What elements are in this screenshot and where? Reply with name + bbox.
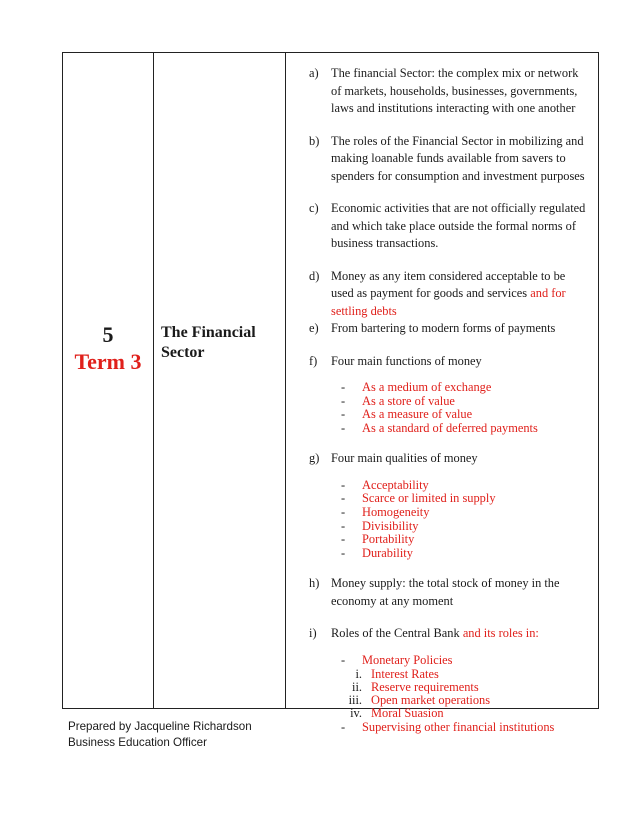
item-text [331,268,591,321]
roman-numeral: ii. [352,679,362,694]
dash-marker: - [341,518,346,533]
roman-item [345,707,591,720]
list-item [309,200,591,253]
bullet-item [341,506,591,520]
item-text-highlight: and its roles in: [462,626,539,641]
footer [68,719,252,750]
column-divider [285,53,286,708]
item-letter: c) [309,201,319,215]
qualities-list [341,479,591,561]
roman-text: Reserve requirements [371,679,479,694]
bullet-item [341,547,591,561]
bullet-text: As a measure of value [362,407,473,422]
roman-text: Interest Rates [371,666,439,681]
roman-numeral: i. [355,666,362,681]
item-letter: d) [309,268,320,283]
item-text: Money supply: the total stock of money in the economy at any moment [331,576,560,608]
roman-numeral: iv. [350,706,362,721]
bullet-item [341,492,591,506]
roman-text: Moral Suasion [371,706,444,721]
item-letter: g) [309,451,320,466]
week-number: 5 [102,322,114,347]
list-item [309,625,591,643]
bullet-text: Scarce or limited in supply [362,491,496,506]
week-cell [63,321,153,375]
bullet-item [341,654,591,668]
roman-numeral: iii. [348,693,362,708]
dash-marker: - [341,491,346,506]
list-item [309,353,591,371]
dash-marker: - [341,545,346,560]
bullet-text: As a medium of exchange [362,380,492,394]
dash-marker: - [341,393,346,408]
item-letter: e) [309,321,319,335]
dash-marker: - [341,380,346,394]
topic-cell: The Financial Sector [161,324,256,361]
item-text-main: Roles of the Central Bank [331,626,460,641]
dash-marker: - [341,719,346,734]
footer-role: Business Education Officer [68,735,207,749]
bullet-item [341,721,591,735]
bullet-text: Portability [362,532,415,547]
dash-marker: - [341,505,346,520]
bullet-item [341,408,591,422]
bullet-text: Acceptability [362,477,429,492]
item-text-main: Money as any item considered acceptable to be used as payment for goods and services [331,268,566,300]
roman-item [345,681,591,694]
item-letter: b) [309,133,320,148]
item-text [331,625,591,643]
bullet-item [341,422,591,436]
content-cell [309,65,591,734]
item-text: The financial Sector: the complex mix or network of markets, households, businesses, governments, laws and institutions interacting with one another [331,66,579,115]
roman-text: Open market operations [371,693,491,708]
dash-marker: - [341,477,346,492]
central-bank-list [341,654,591,734]
list-item [309,450,591,468]
bullet-item [341,533,591,547]
bullet-text: As a store of value [362,393,455,408]
item-text: Four main functions of money [331,353,482,368]
roman-item [345,668,591,681]
column-divider [153,53,154,708]
item-text: From bartering to modern forms of payments [331,321,556,335]
bullet-text: Divisibility [362,518,419,533]
term-label: Term 3 [74,349,142,374]
list-item [309,133,591,186]
dash-marker: - [341,420,346,435]
item-letter: a) [309,66,319,80]
bullet-text: Durability [362,545,413,560]
list-item [309,575,591,610]
footer-author: Prepared by Jacqueline Richardson [68,720,252,733]
item-text: The roles of the Financial Sector in mobilizing and making loanable funds available from savers to spenders for consumption and investment purposes [331,133,585,183]
item-text-highlight: and for settling debts [331,286,566,318]
bullet-item [341,395,591,409]
bullet-text: As a standard of deferred payments [362,420,538,435]
list-item [309,65,591,118]
functions-list [341,381,591,435]
item-letter: f) [309,353,318,368]
bullet-text: Monetary Policies [362,652,453,667]
item-text: Four main qualities of money [331,451,478,466]
roman-item [345,694,591,707]
bullet-item [341,479,591,493]
bullet-item [341,381,591,395]
bullet-text: Homogeneity [362,505,430,520]
item-text: Economic activities that are not officially regulated and which take place outside the formal norms of business transactions. [331,201,586,250]
dash-marker: - [341,407,346,422]
dash-marker: - [341,532,346,547]
bullet-item [341,520,591,534]
item-letter: h) [309,576,320,591]
dash-marker: - [341,652,346,667]
list-item [309,268,591,321]
list-item [309,320,591,338]
item-letter: i) [309,626,317,641]
bullet-text: Supervising other financial institutions [362,719,555,734]
